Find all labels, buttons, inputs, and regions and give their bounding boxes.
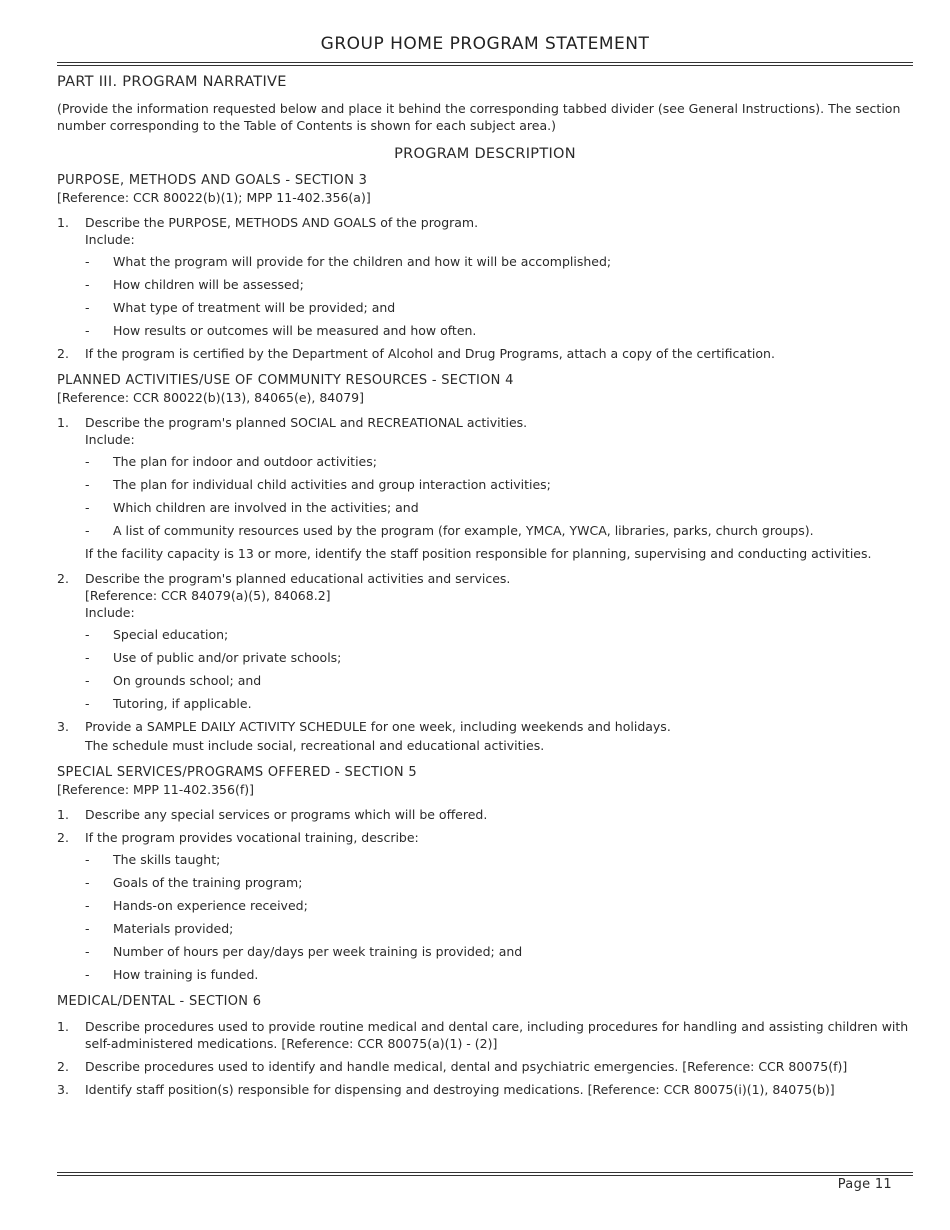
item-text: Provide a SAMPLE DAILY ACTIVITY SCHEDULE for one week, including weekends and holidays. <box>85 719 671 734</box>
item-text: Describe the program's planned SOCIAL and RECREATIONAL activities. <box>85 415 528 430</box>
bullet-text: How results or outcomes will be measured and how often. <box>113 323 477 338</box>
bullet-item <box>85 322 913 339</box>
bullet-dash: - <box>85 277 90 292</box>
bullet-item <box>85 943 913 960</box>
bullet-item <box>85 522 913 539</box>
bullet-dash: - <box>85 650 90 665</box>
section-4 <box>57 372 913 754</box>
section-5 <box>57 764 913 983</box>
list-item <box>57 1018 913 1052</box>
bullet-item <box>85 897 913 914</box>
section-title: MEDICAL/DENTAL - SECTION 6 <box>57 994 262 1009</box>
numbered-list <box>57 1018 913 1098</box>
bullet-dash: - <box>85 967 90 982</box>
part-title: PART III. PROGRAM NARRATIVE <box>57 74 287 90</box>
list-item <box>57 345 913 362</box>
bullet-item <box>85 299 913 316</box>
bullet-item <box>85 276 913 293</box>
bullet-dash: - <box>85 323 90 338</box>
bullet-text: Materials provided; <box>113 921 234 936</box>
bullet-dash: - <box>85 454 90 469</box>
section-title: PLANNED ACTIVITIES/USE OF COMMUNITY RESOURCES - SECTION 4 <box>57 373 514 388</box>
header-rule <box>57 62 913 66</box>
bullet-item <box>85 253 913 270</box>
item-text: Identify staff position(s) responsible for dispensing and destroying medications. [Reference: CCR 80075(i)(1), 84075(b)] <box>85 1082 835 1097</box>
bullet-dash: - <box>85 627 90 642</box>
bullet-dash: - <box>85 254 90 269</box>
bullet-list <box>85 453 913 539</box>
bullet-dash: - <box>85 300 90 315</box>
bullet-text: What type of treatment will be provided; and <box>113 300 396 315</box>
bullet-item <box>85 649 913 666</box>
bullet-text: The skills taught; <box>113 852 221 867</box>
item-text: Describe the program's planned educational activities and services. <box>85 571 511 586</box>
item-text: Describe procedures used to provide routine medical and dental care, including procedures for handling and assisting children with self-administered medications. [Reference: CCR 80075(a)(1) - (2)] <box>85 1019 909 1051</box>
bullet-item <box>85 672 913 689</box>
bullet-dash: - <box>85 673 90 688</box>
section-title: PURPOSE, METHODS AND GOALS - SECTION 3 <box>57 173 368 188</box>
list-item <box>57 414 913 562</box>
list-item <box>57 1081 913 1098</box>
bullet-dash: - <box>85 944 90 959</box>
bullet-item <box>85 874 913 891</box>
bullet-item <box>85 851 913 868</box>
document-body <box>57 74 913 1108</box>
item-number: 2. <box>57 830 69 845</box>
item-subline: Include: <box>85 432 135 447</box>
list-item <box>57 570 913 712</box>
bullet-text: Goals of the training program; <box>113 875 303 890</box>
list-item <box>57 806 913 823</box>
bullet-item <box>85 626 913 643</box>
item-number: 2. <box>57 346 69 361</box>
bullet-text: How children will be assessed; <box>113 277 304 292</box>
item-number: 3. <box>57 1082 69 1097</box>
bullet-text: The plan for indoor and outdoor activities; <box>113 454 377 469</box>
item-number: 2. <box>57 1059 69 1074</box>
intro-paragraph: (Provide the information requested below and place it behind the corresponding tabbed divider (see General Instructions). The section number corresponding to the Table of Contents is shown for each subject area.) <box>57 101 901 133</box>
bullet-list <box>85 851 913 983</box>
bullet-text: What the program will provide for the children and how it will be accomplished; <box>113 254 612 269</box>
list-item <box>57 829 913 983</box>
section-reference: [Reference: MPP 11-402.356(f)] <box>57 782 254 797</box>
bullet-list <box>85 253 913 339</box>
item-text: If the program provides vocational training, describe: <box>85 830 419 845</box>
bullet-item <box>85 966 913 983</box>
item-number: 3. <box>57 719 69 734</box>
item-number: 1. <box>57 415 69 430</box>
item-text: Describe any special services or programs which will be offered. <box>85 807 488 822</box>
list-item <box>57 1058 913 1075</box>
bullet-text: Which children are involved in the activities; and <box>113 500 419 515</box>
item-note: If the facility capacity is 13 or more, identify the staff position responsible for planning, supervising and conducting activities. <box>85 546 872 561</box>
sections <box>57 172 913 1098</box>
section-3 <box>57 172 913 362</box>
section-6 <box>57 993 913 1098</box>
bullet-dash: - <box>85 852 90 867</box>
item-note: The schedule must include social, recreational and educational activities. <box>85 738 545 753</box>
bullet-item <box>85 920 913 937</box>
item-text: Describe procedures used to identify and handle medical, dental and psychiatric emergencies. [Reference: CCR 80075(f)] <box>85 1059 848 1074</box>
bullet-dash: - <box>85 500 90 515</box>
item-subline: Include: <box>85 232 135 247</box>
bullet-item <box>85 499 913 516</box>
bullet-text: Special education; <box>113 627 229 642</box>
item-text: Describe the PURPOSE, METHODS AND GOALS of the program. <box>85 215 479 230</box>
bullet-dash: - <box>85 875 90 890</box>
section-reference: [Reference: CCR 80022(b)(1); MPP 11-402.356(a)] <box>57 190 371 205</box>
list-item <box>57 718 913 754</box>
bullet-text: How training is funded. <box>113 967 259 982</box>
bullet-text: A list of community resources used by the program (for example, YMCA, YWCA, libraries, parks, church groups). <box>113 523 814 538</box>
bullet-text: Tutoring, if applicable. <box>113 696 252 711</box>
section-title: SPECIAL SERVICES/PROGRAMS OFFERED - SECTION 5 <box>57 765 417 780</box>
bullet-dash: - <box>85 477 90 492</box>
bullet-dash: - <box>85 921 90 936</box>
numbered-list <box>57 806 913 983</box>
program-description-heading: PROGRAM DESCRIPTION <box>394 146 576 162</box>
item-number: 1. <box>57 1019 69 1034</box>
list-item <box>57 214 913 339</box>
item-number: 1. <box>57 807 69 822</box>
numbered-list <box>57 414 913 754</box>
bullet-item <box>85 453 913 470</box>
page-number: Page 11 <box>837 1177 892 1192</box>
bullet-text: Number of hours per day/days per week training is provided; and <box>113 944 523 959</box>
bullet-item <box>85 476 913 493</box>
bullet-dash: - <box>85 898 90 913</box>
bullet-text: Use of public and/or private schools; <box>113 650 342 665</box>
item-subline: [Reference: CCR 84079(a)(5), 84068.2] <box>85 588 331 603</box>
document-title: GROUP HOME PROGRAM STATEMENT <box>320 34 650 54</box>
item-subline: Include: <box>85 605 135 620</box>
document-page <box>57 0 913 1230</box>
bullet-text: Hands-on experience received; <box>113 898 308 913</box>
bullet-text: On grounds school; and <box>113 673 262 688</box>
numbered-list <box>57 214 913 362</box>
item-text: If the program is certified by the Department of Alcohol and Drug Programs, attach a copy of the certification. <box>85 346 775 361</box>
item-number: 2. <box>57 571 69 586</box>
bullet-list <box>85 626 913 712</box>
bullet-dash: - <box>85 523 90 538</box>
bullet-dash: - <box>85 696 90 711</box>
bullet-item <box>85 695 913 712</box>
bullet-text: The plan for individual child activities and group interaction activities; <box>113 477 551 492</box>
footer-rule <box>57 1172 913 1176</box>
item-number: 1. <box>57 215 69 230</box>
section-reference: [Reference: CCR 80022(b)(13), 84065(e), 84079] <box>57 390 364 405</box>
